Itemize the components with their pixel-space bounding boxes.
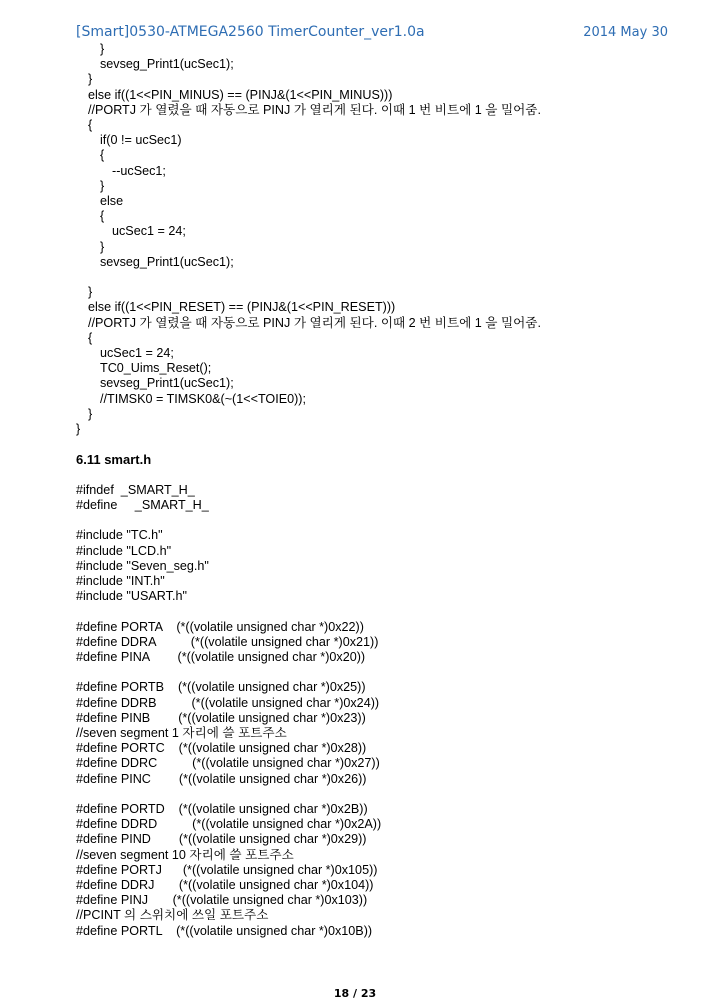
code-line: #include "TC.h": [76, 528, 163, 543]
code-line: ucSec1 = 24;: [112, 224, 186, 239]
code-line: #define PORTD (*((volatile unsigned char *)0x2B)): [76, 802, 368, 816]
code-line: #define PINA (*((volatile unsigned char *)0x20)): [76, 650, 366, 664]
code-line: }: [88, 72, 93, 87]
page-number: 18 / 23: [333, 987, 377, 1000]
code-line: #define DDRJ (*((volatile unsigned char *)0x104)): [76, 878, 374, 892]
code-line: }: [100, 42, 105, 56]
code-line: #include "USART.h": [76, 589, 187, 604]
code-line: #define PIND (*((volatile unsigned char *)0x29)): [76, 832, 367, 847]
code-line: #include "Seven_seg.h": [76, 558, 209, 573]
code-line: #define PINC (*((volatile unsigned char *)0x26)): [76, 771, 367, 786]
code-line: {: [100, 148, 105, 163]
code-line: #ifndef _SMART_H_: [76, 482, 195, 497]
code-line: else if((1<<PIN_RESET) == (PINJ&(1<<PIN_RESET))): [88, 300, 396, 315]
code-line: #define PORTJ (*((volatile unsigned char *)0x105)): [76, 862, 378, 877]
code-line: ucSec1 = 24;: [100, 346, 174, 360]
code-line: #define PORTA (*((volatile unsigned char *)0x22)): [76, 619, 364, 634]
code-line: else if((1<<PIN_MINUS) == (PINJ&(1<<PIN_MINUS))): [88, 87, 393, 102]
code-line: --ucSec1;: [112, 163, 166, 178]
code-line: {: [88, 118, 93, 132]
code-line: #define _SMART_H_: [76, 498, 209, 512]
code-line: TC0_Uims_Reset();: [100, 361, 212, 376]
code-line: #define DDRA (*((volatile unsigned char *)0x21)): [76, 634, 379, 649]
code-line: }: [100, 239, 105, 254]
code-line: //PORTJ 가 열렸을 때 자동으로 PINJ 가 열리게 된다. 이때 2 번 비트에 1 을 밀어줌.: [88, 315, 541, 330]
code-line: {: [88, 330, 93, 345]
code-line: #define PORTB (*((volatile unsigned char *)0x25)): [76, 680, 366, 695]
code-line: sevseg_Print1(ucSec1);: [100, 376, 234, 391]
code-line: #define PORTL (*((volatile unsigned char *)0x10B)): [76, 923, 373, 938]
code-line: #define DDRD (*((volatile unsigned char *)0x2A)): [76, 817, 382, 832]
code-line: {: [100, 209, 105, 224]
code-line: sevseg_Print1(ucSec1);: [100, 254, 234, 269]
code-line: #define PINB (*((volatile unsigned char *)0x23)): [76, 710, 366, 725]
code-line: //PORTJ 가 열렸을 때 자동으로 PINJ 가 열리게 된다. 이때 1 번 비트에 1 을 밀어줌.: [88, 102, 541, 117]
code-line: //PCINT 의 스위치에 쓰일 포트주소: [76, 908, 269, 923]
code-line: #include "INT.h": [76, 574, 165, 588]
code-line: #define PORTC (*((volatile unsigned char *)0x28)): [76, 741, 367, 756]
code-line: }: [88, 406, 93, 421]
code-line: else: [100, 194, 124, 208]
code-line: //seven segment 1 자리에 쓸 포트주소: [76, 726, 287, 740]
document-header-title: [Smart]0530-ATMEGA2560 TimerCounter_ver1.0a: [76, 24, 425, 40]
document-header-date: 2014 May 30: [583, 25, 668, 40]
code-line: //TIMSK0 = TIMSK0&(~(1<<TOIE0));: [100, 391, 307, 406]
code-line: #define DDRC (*((volatile unsigned char *)0x27)): [76, 756, 380, 771]
code-line: #define PINJ (*((volatile unsigned char *)0x103)): [76, 893, 368, 908]
code-line: sevseg_Print1(ucSec1);: [100, 57, 234, 72]
code-line: }: [76, 422, 81, 436]
code-line: //seven segment 10 자리에 쓸 포트주소: [76, 847, 294, 862]
section-heading: 6.11 smart.h: [76, 452, 152, 468]
code-line: #define DDRB (*((volatile unsigned char *)0x24)): [76, 695, 380, 710]
code-line: }: [88, 285, 93, 300]
code-line: }: [100, 178, 105, 193]
code-line: if(0 != ucSec1): [100, 133, 182, 148]
code-line: #include "LCD.h": [76, 543, 172, 558]
